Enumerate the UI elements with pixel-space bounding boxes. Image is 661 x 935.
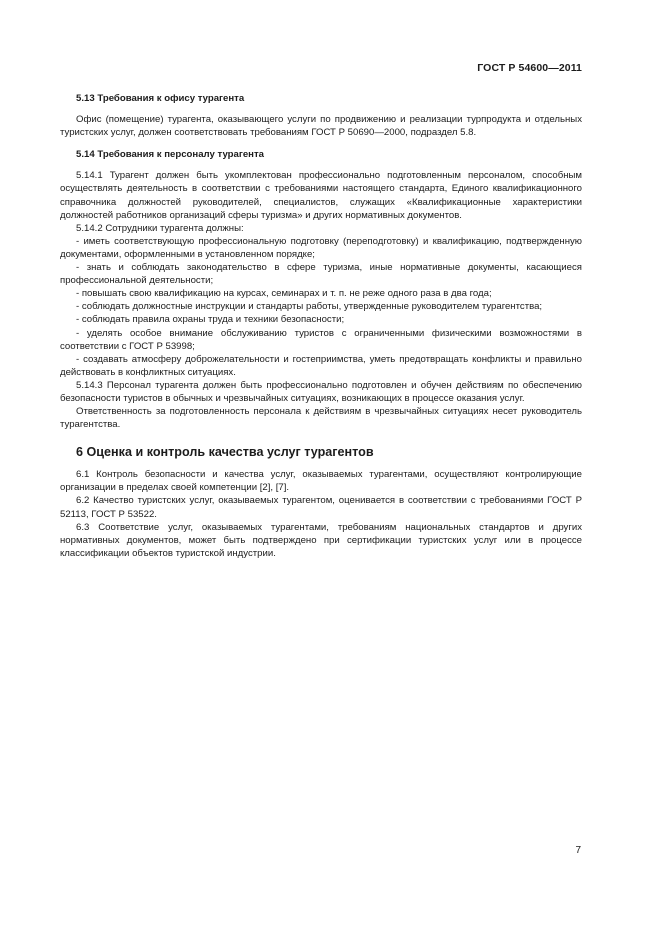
list-item: - соблюдать правила охраны труда и техники безопасности; — [76, 314, 345, 326]
section-6-heading: 6 Оценка и контроль качества услуг турагентов — [76, 445, 374, 460]
page-content — [60, 92, 582, 560]
list-item: - соблюдать должностные инструкции и стандарты работы, утвержденные руководителем турагентства; — [76, 301, 543, 313]
section-5-14-heading: 5.14 Требования к персоналу турагента — [76, 149, 265, 161]
clause-5-14-3: 5.14.3 Персонал турагента должен быть профессионально подготовлен и обучен действиям по обеспечению безопасности туристов в обычных и чрезвычайных ситуациях, возникающих в процессе оказания услуг. — [60, 379, 582, 404]
document-id-header: ГОСТ Р 54600—2011 — [477, 62, 582, 74]
list-item: - уделять особое внимание обслуживанию туристов с ограниченными физическими возможностями в соответствии с ГОСТ Р 53998; — [60, 327, 582, 352]
clause-5-14-2: 5.14.2 Сотрудники турагента должны: — [76, 222, 244, 234]
clause-6-1: 6.1 Контроль безопасности и качества услуг, оказываемых турагентами, осуществляют контролирующие организации в пределах своей компетенции [2], [7]. — [60, 469, 582, 494]
clause-6-3: 6.3 Соответствие услуг, оказываемых турагентами, требованиям национальных стандартов и других нормативных документов, может быть подтверждено при сертификации туристских услуг или в процессе классификации объектов туристской индустрии. — [60, 521, 582, 559]
page-number: 7 — [575, 845, 581, 856]
list-item: - повышать свою квалификацию на курсах, семинарах и т. п. не реже одного раза в два года; — [76, 288, 492, 300]
responsibility-paragraph: Ответственность за подготовленность персонала к действиям в чрезвычайных ситуациях несет руководитель турагентства. — [60, 406, 582, 431]
section-5-13-paragraph: Офис (помещение) турагента, оказывающего услуги по продвижению и реализации турпродукта и отдельных туристских услуг, должен соответствовать требованиям ГОСТ Р 50690—2000, подраздел 5.8. — [60, 114, 582, 139]
clause-5-14-1: 5.14.1 Турагент должен быть укомплектован профессионально подготовленным персоналом, способным осуществлять деятельность в соответствии с требованиями настоящего стандарта, Единого квалификационного справочника должностей руководителей, специалистов, служащих «Квалификационные характеристики должностей работников организаций сферы туризма» и других нормативных документов. — [60, 170, 582, 221]
section-5-13-heading: 5.13 Требования к офису турагента — [76, 93, 245, 104]
clause-6-2: 6.2 Качество туристских услуг, оказываемых турагентом, оценивается в соответствии с требованиями ГОСТ Р 52113, ГОСТ Р 53522. — [60, 495, 582, 520]
list-item: - знать и соблюдать законодательство в сфере туризма, иные нормативные документы, касающиеся профессиональной деятельности; — [60, 262, 582, 287]
list-item: - иметь соответствующую профессиональную подготовку (переподготовку) и квалификацию, подтвержденную документами, оформленными в установленном порядке; — [60, 235, 582, 260]
list-item: - создавать атмосферу доброжелательности и гостеприимства, уметь предотвращать конфликты и правильно действовать в конфликтных ситуациях. — [60, 353, 582, 378]
